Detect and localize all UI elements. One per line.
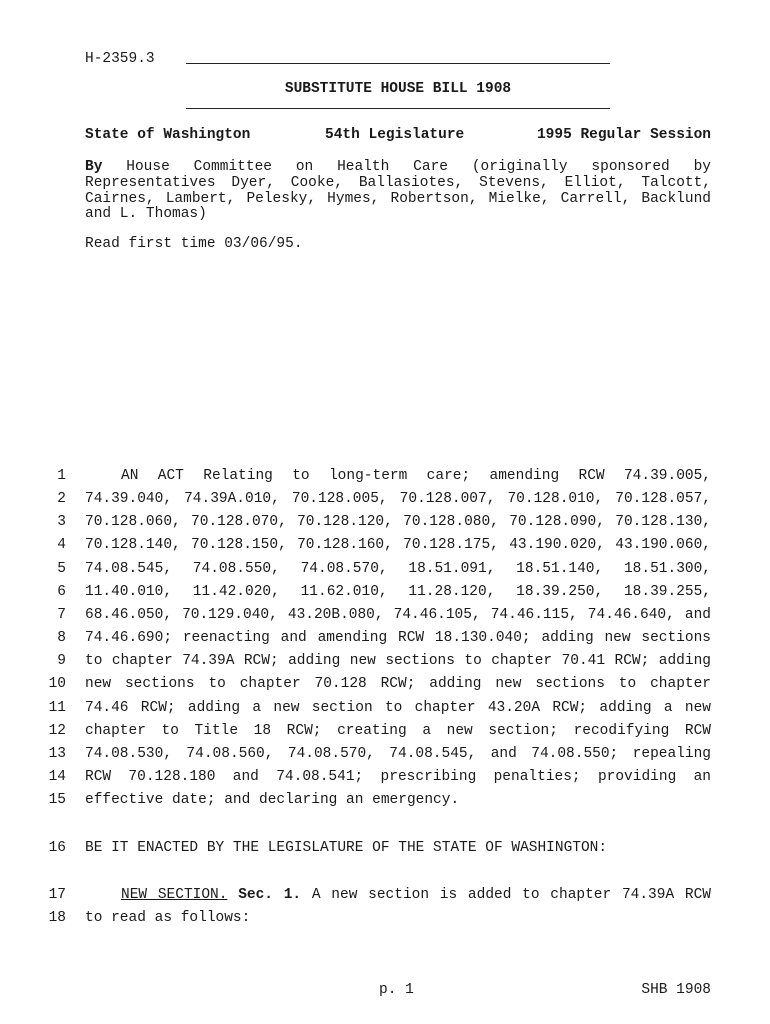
line-number: 1	[57, 468, 66, 484]
line-number: 16	[48, 840, 66, 856]
line-number: 8	[57, 630, 66, 646]
read-first-time: Read first time 03/06/95.	[85, 236, 303, 252]
sponsor-line-4: and L. Thomas)	[85, 206, 207, 222]
body-line: 74.08.545, 74.08.550, 74.08.570, 18.51.091, 18.51.140, 18.51.300,	[85, 561, 711, 577]
page-number: p. 1	[379, 982, 414, 998]
body-line: 74.46.690; reenacting and amending RCW 18.130.040; adding new sections	[85, 630, 711, 646]
section-number: Sec. 1.	[238, 887, 302, 903]
line-number: 5	[57, 561, 66, 577]
line-number: 6	[57, 584, 66, 600]
body-line: 74.08.530, 74.08.560, 74.08.570, 74.08.545, and 74.08.550; repealing	[85, 746, 711, 762]
line-number: 7	[57, 607, 66, 623]
line-number: 13	[48, 746, 66, 762]
header-rule-top	[186, 63, 610, 64]
line-number: 14	[48, 769, 66, 785]
line-number: 15	[48, 792, 66, 808]
sponsor-line-3: Cairnes, Lambert, Pelesky, Hymes, Robertson, Mielke, Carrell, Backlund	[85, 191, 711, 207]
line-number: 4	[57, 537, 66, 553]
state-label: State of Washington	[85, 127, 251, 143]
section-text: A new section is added to chapter 74.39A RCW	[311, 887, 711, 903]
line-number: 12	[48, 723, 66, 739]
legislature-label: 54th Legislature	[325, 127, 465, 143]
body-line: chapter to Title 18 RCW; creating a new section; recodifying RCW	[85, 723, 711, 739]
sponsor-text: House Committee on Health Care (originally sponsored by	[126, 159, 711, 175]
line-number: 2	[57, 491, 66, 507]
line-number: 9	[57, 653, 66, 669]
body-line: effective date; and declaring an emergency.	[85, 792, 460, 808]
body-line: new sections to chapter 70.128 RCW; adding new sections to chapter	[85, 676, 711, 692]
section-heading-line	[121, 886, 711, 904]
body-line: 74.39.040, 74.39A.010, 70.128.005, 70.128.007, 70.128.010, 70.128.057,	[85, 491, 711, 507]
body-line: 70.128.060, 70.128.070, 70.128.120, 70.128.080, 70.128.090, 70.128.130,	[85, 514, 711, 530]
body-line: RCW 70.128.180 and 74.08.541; prescribing penalties; providing an	[85, 769, 711, 785]
sponsor-line-2: Representatives Dyer, Cooke, Ballasiotes, Stevens, Elliot, Talcott,	[85, 175, 711, 191]
document-id: H-2359.3	[85, 51, 155, 67]
bill-title: SUBSTITUTE HOUSE BILL 1908	[284, 81, 512, 97]
body-line: to chapter 74.39A RCW; adding new sections to chapter 70.41 RCW; adding	[85, 653, 711, 669]
line-number: 3	[57, 514, 66, 530]
section-line-18: to read as follows:	[85, 910, 251, 926]
footer-bill-ref: SHB 1908	[641, 982, 711, 998]
body-line: 74.46 RCW; adding a new section to chapter 43.20A RCW; adding a new	[85, 700, 711, 716]
enacting-clause: BE IT ENACTED BY THE LEGISLATURE OF THE STATE OF WASHINGTON:	[85, 840, 608, 856]
line-number: 18	[48, 910, 66, 926]
line-number: 10	[48, 676, 66, 692]
body-line: 70.128.140, 70.128.150, 70.128.160, 70.128.175, 43.190.020, 43.190.060,	[85, 537, 711, 553]
line-number: 17	[48, 887, 66, 903]
by-label: By	[85, 159, 103, 175]
body-line: AN ACT Relating to long-term care; amending RCW 74.39.005,	[121, 468, 711, 484]
body-line: 68.46.050, 70.129.040, 43.20B.080, 74.46.105, 74.46.115, 74.46.640, and	[85, 607, 711, 623]
session-label: 1995 Regular Session	[536, 127, 711, 143]
new-section-label: NEW SECTION.	[121, 887, 228, 903]
body-line: 11.40.010, 11.42.020, 11.62.010, 11.28.120, 18.39.250, 18.39.255,	[85, 584, 711, 600]
header-rule-bottom	[186, 108, 610, 109]
line-number: 11	[48, 700, 66, 716]
